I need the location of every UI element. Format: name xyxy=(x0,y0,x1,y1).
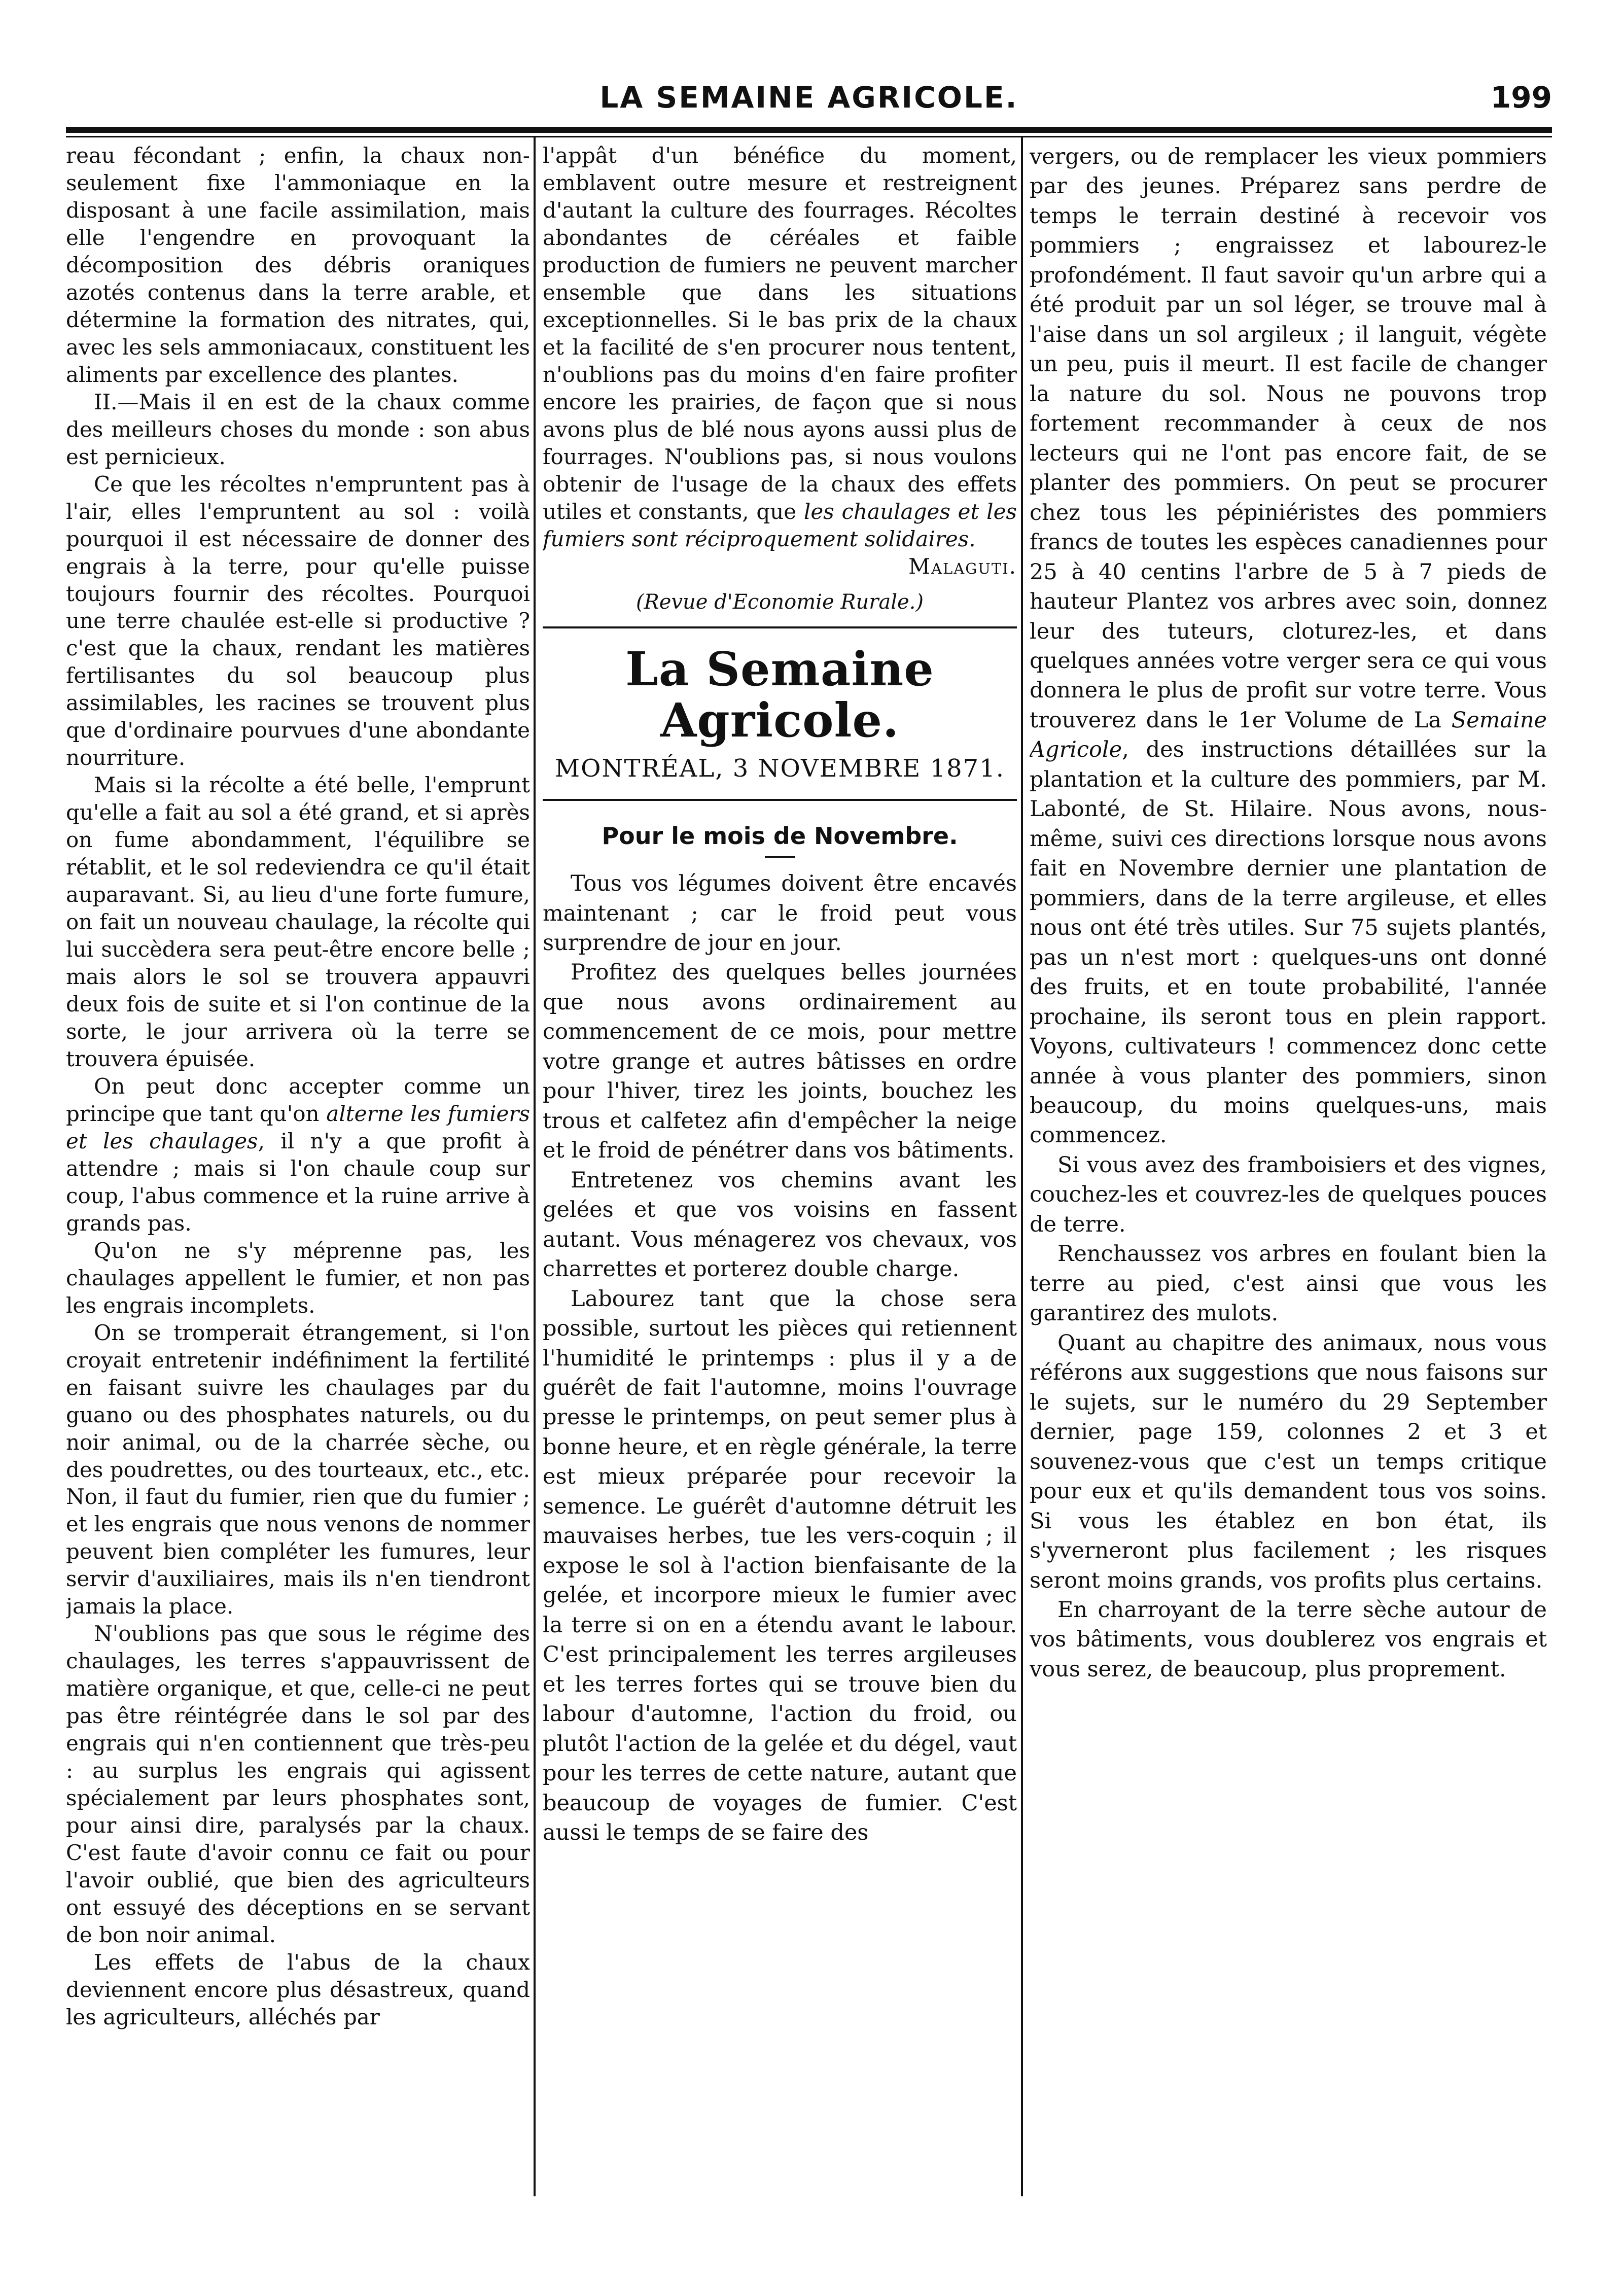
paragraph: Quant au chapitre des animaux, nous vous référons aux suggestions que nous faisons sur le sujets, sur le numéro du 29 September dernier, page 159, colonnes 2 et 3 et souvenez-vous que c'est un temps critique pour eux et qu'ils demandent tous vos soins. Si vous les établez en bon état, ils s'yverneront plus facilement ; les risques seront moins grands, vos profits plus certains. xyxy=(1030,1330,1547,1593)
text-run: , des instructions détaillées sur la plantation et la culture des pommiers, par M. Labonté, de St. Hilaire. Nous avons, nous-même, suivi ces directions lorsque nous avons fait en Novembre dernier une plantation de pommiers, dans de la terre argileuse, et elles nous ont été très utiles. Sur 75 sujets plantés, pas un n'est mort : quelques-uns ont donné des fruits, et en toute probabilité, l'année prochaine, ils seront tous en plein rapport. Voyons, cultivateurs ! commencez donc cette année à vous planter des pommiers, sinon beaucoup, du moins quelques-uns, mais commencez. xyxy=(1030,737,1547,1148)
text-run: l'appât d'un bénéfice du moment, emblavent outre mesure et restreignent d'autant la culture des fourrages. Récoltes abondantes de céréales et faible production de fumiers ne peuvent marcher ensemble que dans les situations exceptionnelles. Si le bas prix de la chaux et la facilité de s'en procurer nous tentent, n'oublions pas du moins d'en faire profiter encore les prairies, de façon que si nous avons plus de blé nous ayons aussi plus de fourrages. N'oublions pas, si nous voulons obtenir de l'usage de la chaux des effets utiles et constants, que xyxy=(543,143,1017,524)
italic-run: Semaine Agricole xyxy=(1030,707,1547,763)
running-title: LA SEMAINE AGRICOLE. xyxy=(599,80,1018,115)
masthead-title: La Semaine Agricole. xyxy=(625,641,934,748)
paragraph: Les effets de l'abus de la chaux deviennent encore plus désastreux, quand les agriculteurs, alléchés par xyxy=(66,1949,530,2029)
italic-run: les chaulages et les fumiers sont réciproquement solidaires. xyxy=(543,499,1017,551)
paragraph: Qu'on ne s'y méprenne pas, les chaulages appellent le fumier, et non pas les engrais incomplets. xyxy=(66,1238,530,1318)
paragraph: Ce que les récoltes n'empruntent pas à l'air, elles l'empruntent au sol : voilà pourquoi il est nécessaire de donner des engrais à la terre, pour qu'elle puisse toujours fournir des récoltes. Pourquoi une terre chaulée est-elle si productive ? c'est que la chaux, rendant les matières fertilisantes du sol beaucoup plus assimilables, les racines se trouvent plus que d'ordinaire pourvues d'une abondante nourriture. xyxy=(66,471,530,770)
paragraph: II.—Mais il en est de la chaux comme des meilleurs choses du monde : son abus est pernicieux. xyxy=(66,389,530,469)
author-signature: Malaguti. xyxy=(908,553,1017,579)
text-run: , il n'y a que profit à attendre ; mais si l'on chaule coup sur coup, l'abus commence et la ruine arrive à grands pas. xyxy=(66,1128,530,1236)
paragraph xyxy=(66,1073,530,1237)
header-rule xyxy=(66,127,1552,137)
paragraph xyxy=(543,142,1017,580)
page-number: 199 xyxy=(1490,80,1552,115)
divider xyxy=(765,856,795,858)
column-divider xyxy=(1021,137,1023,2196)
paragraph: Mais si la récolte a été belle, l'emprunt qu'elle a fait au sol a été grand, et si après on fume abondamment, l'équilibre se rétablit, et le sol redeviendra ce qu'il était auparavant. Si, au lieu d'une forte fumure, on fait un nouveau chaulage, la récolte qui lui succèdera sera peut-être encore belle ; mais alors le sol se trouvera appauvri deux fois de suite et si l'on continue de la sorte, le jour arrivera où la terre se trouvera épuisée. xyxy=(66,773,530,1071)
paragraph: On se tromperait étrangement, si l'on croyait entretenir indéfiniment la fertilité en faisant suivre les chaulages par du guano ou des phosphates naturels, ou du noir animal, ou de la charrée sèche, ou des poudrettes, ou des tourteaux, etc., etc. Non, il faut du fumier, rien que du fumier ; et les engrais que nous venons de nommer peuvent bien compléter les fumures, leur servir d'auxiliaires, mais ils n'en tiendront jamais la place. xyxy=(66,1320,530,1619)
text-run: vergers, ou de remplacer les vieux pommiers par des jeunes. Préparez sans perdre de temps le terrain destiné à recevoir vos pommiers ; engraissez et labourez-le profondément. Il faut savoir qu'un arbre qui a été produit par un sol léger, se trouve mal à l'aise dans un sol argileux ; il languit, végète un peu, puis il meurt. Il est facile de changer la nature du sol. Nous ne pouvons trop fortement recommander à ceux de nos lecteurs qui ne l'ont pas encore fait, de se planter des pommiers. On peut se procurer chez tous les pépiniéristes des pommiers francs de toutes les espèces canadiennes pour 25 à 40 centins l'arbre de 5 à 7 pieds de hauteur Plantez vos arbres avec soin, donnez leur des tuteurs, cloturez-les, et dans quelques années votre verger sera ce qui vous donnera le plus de profit sur votre terre. Vous trouverez dans le 1er Volume de La xyxy=(1030,144,1547,733)
italic-run: alterne les fumiers et les chaulages xyxy=(66,1101,530,1153)
page-header xyxy=(66,76,1552,122)
section-body xyxy=(543,869,1017,1847)
section-body xyxy=(1030,142,1547,1684)
paragraph: N'oublions pas que sous le régime des chaulages, les terres s'appauvrissent de matière organique, et que, celle-ci ne peut pas être réintégrée dans le sol par des engrais qui n'en contiennent que très-peu : au surplus les engrais qui agissent spécialement par leurs phosphates sont, pour ainsi dire, paralysés par la chaux. C'est faute d'avoir connu ce fait ou pour l'avoir oublié, que bien des agriculteurs ont essuyé des déceptions en se servant de bon noir animal. xyxy=(66,1621,530,1947)
paragraph: En charroyant de la terre sèche autour de vos bâtiments, vous doublerez vos engrais et vous serez, de beaucoup, plus proprement. xyxy=(1030,1597,1547,1682)
paragraph: Si vous avez des framboisiers et des vignes, couchez-les et couvrez-les de quelques pouces de terre. xyxy=(1030,1152,1547,1237)
column-1 xyxy=(66,142,530,2191)
section-title: Pour le mois de Novembre. xyxy=(602,822,958,850)
paragraph xyxy=(1030,142,1547,1150)
paragraph: reau fécondant ; enfin, la chaux non- seulement fixe l'ammoniaque en la disposant à une facile assimilation, mais elle l'engendre en provoquant la décomposition des débris oraniques azotés contenus dans la terre arable, et détermine la formation des nitrates, qui, avec les sels ammoniacaux, constituent les aliments par excellence des plantes. xyxy=(66,143,530,387)
text-run: On peut donc accepter comme un principe que tant qu'on xyxy=(66,1073,530,1126)
paragraph: Profitez des quelques belles journées que nous avons ordinairement au commencement de ce mois, pour mettre votre grange et autres bâtisses en ordre pour l'hiver, tirez les joints, bouchez les trous et calfetez afin d'empêcher la neige et le froid de pénétrer dans vos bâtiments. xyxy=(543,960,1017,1164)
paragraph: Entretenez vos chemins avant les gelées et que vos voisins en fassent autant. Vous ménagerez vos chevaux, vos charrettes et porterez double charge. xyxy=(543,1167,1017,1282)
source-citation: (Revue d'Economie Rurale.) xyxy=(636,590,924,614)
paragraph: Tous vos légumes doivent être encavés maintenant ; car le froid peut vous surprendre de jour en jour. xyxy=(543,871,1017,956)
column-3 xyxy=(1030,142,1547,2191)
paragraph: Labourez tant que la chose sera possible, surtout les pièces qui retiennent l'humidité le printemps : plus il y a de guérêt de fait l'automne, moins l'ouvrage presse le printemps, on peut semer plus à bonne heure, et en règle générale, la terre est mieux préparée pour recevoir la semence. Le guérêt d'automne détruit les mauvaises herbes, tue les vers-coquin ; il expose le sol à l'action bienfaisante de la gelée, et incorpore mieux le fumier avec la terre si on en a étendu avant le labour. C'est principalement les terres argileuses et les terres fortes qui se trouve bien du labour d'automne, l'action du froid, ou plutôt l'action de la gelée et du dégel, vaut pour les terres de cette nature, autant que beaucoup de voyages de fumier. C'est aussi le temps de se faire des xyxy=(543,1286,1017,1846)
dateline: MONTRÉAL, 3 NOVEMBRE 1871. xyxy=(554,754,1005,783)
column-divider xyxy=(534,137,536,2196)
divider xyxy=(543,799,1017,801)
paragraph: Renchaussez vos arbres en foulant bien la terre au pied, c'est ainsi que vous les garantirez des mulots. xyxy=(1030,1241,1547,1326)
divider xyxy=(543,626,1017,628)
column-2 xyxy=(543,142,1017,2191)
